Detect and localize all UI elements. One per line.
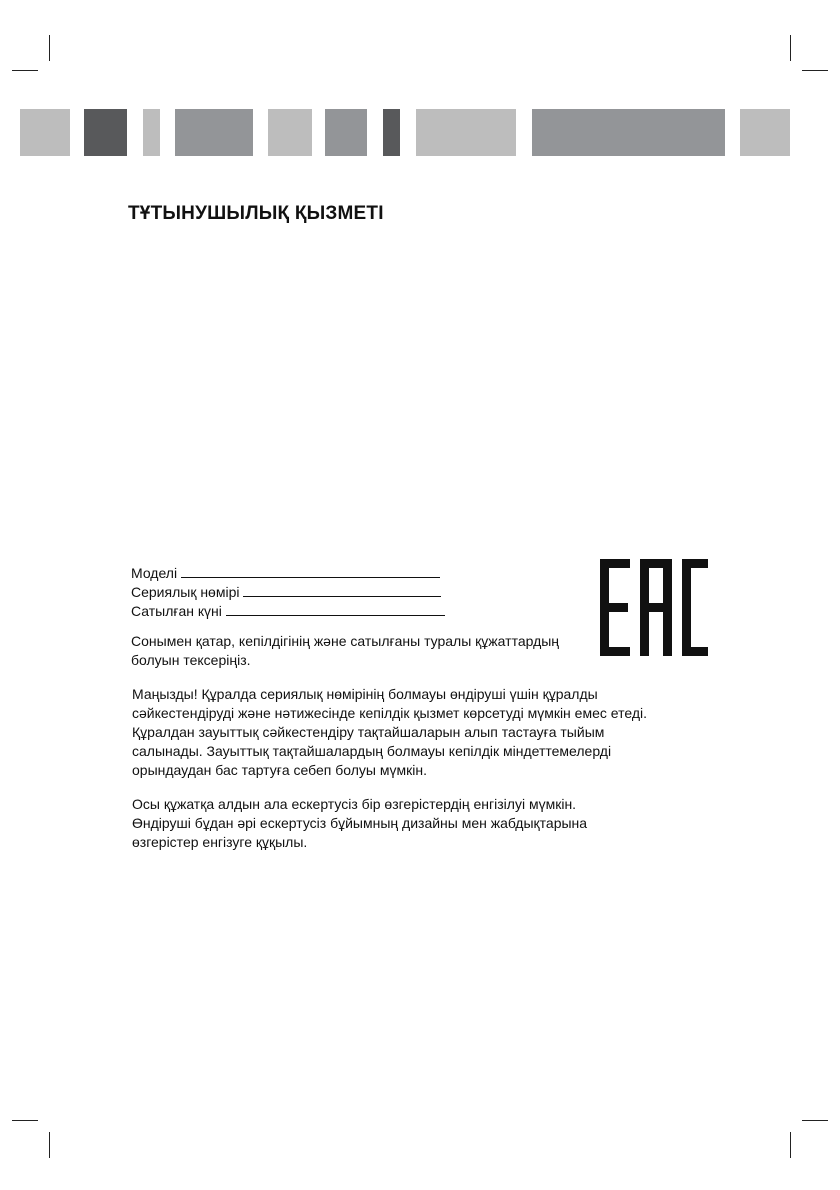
changes-note (132, 795, 587, 852)
sale-date-label: Сатылған күні (131, 603, 222, 619)
important-note-line: Маңызды! Құралда сериялық нөмірінің болмауы өндіруші үшін құралды (132, 686, 598, 702)
eac-logo-icon (600, 559, 708, 656)
important-note-line: орындаудан бас тартуға себеп болуы мүмкін. (132, 762, 427, 778)
header-block (84, 109, 127, 156)
model-line (181, 565, 440, 578)
serial-label: Сериялық нөмірі (131, 584, 240, 600)
crop-mark-top-right-h (802, 70, 828, 71)
sale-date-line (226, 603, 445, 616)
crop-mark-bottom-left-h (12, 1120, 38, 1121)
changes-note-line: Осы құжатқа алдын ала ескертусіз бір өзгерістердің енгізілуі мүмкін. (132, 796, 577, 812)
model-label: Моделі (131, 565, 178, 581)
header-block (20, 109, 70, 156)
important-note-line: салынады. Зауыттық тақтайшалардың болмауы кепілдік міндеттемелерді (132, 743, 612, 759)
header-block (325, 109, 367, 156)
crop-mark-bottom-left-v (49, 1132, 50, 1158)
crop-mark-bottom-right-h (802, 1120, 828, 1121)
sale-date-field (131, 602, 445, 620)
crop-mark-bottom-right-v (790, 1132, 791, 1158)
header-block (383, 109, 400, 156)
page-title: ТҰТЫНУШЫЛЫҚ ҚЫЗМЕТІ (128, 203, 384, 224)
serial-field (131, 583, 441, 601)
header-block (143, 109, 160, 156)
header-block (532, 109, 725, 156)
header-block (175, 109, 253, 156)
crop-mark-top-left-v (49, 35, 50, 61)
model-field (131, 564, 440, 582)
check-note-line: болуын тексеріңіз. (131, 652, 251, 668)
important-note-line: сәйкестендіруді және нәтижесінде кепілдік қызмет көрсетуді мүмкін емес етеді. (132, 705, 647, 721)
changes-note-line: өзгерістер енгізуге құқылы. (132, 834, 308, 850)
serial-line (243, 584, 441, 597)
check-note (131, 632, 559, 670)
crop-mark-top-right-v (790, 35, 791, 61)
header-block (740, 109, 790, 156)
changes-note-line: Өндіруші бұдан әрі ескертусіз бұйымның дизайны мен жабдықтарына (132, 815, 588, 831)
header-block (416, 109, 516, 156)
important-note-line: Құралдан зауыттық сәйкестендіру тақтайшаларын алып тастауға тыйым (132, 724, 605, 740)
important-note (132, 685, 647, 780)
check-note-line: Сонымен қатар, кепілдігінің және сатылғаны туралы құжаттардың (131, 633, 560, 649)
header-block (268, 109, 312, 156)
crop-mark-top-left-h (12, 70, 38, 71)
